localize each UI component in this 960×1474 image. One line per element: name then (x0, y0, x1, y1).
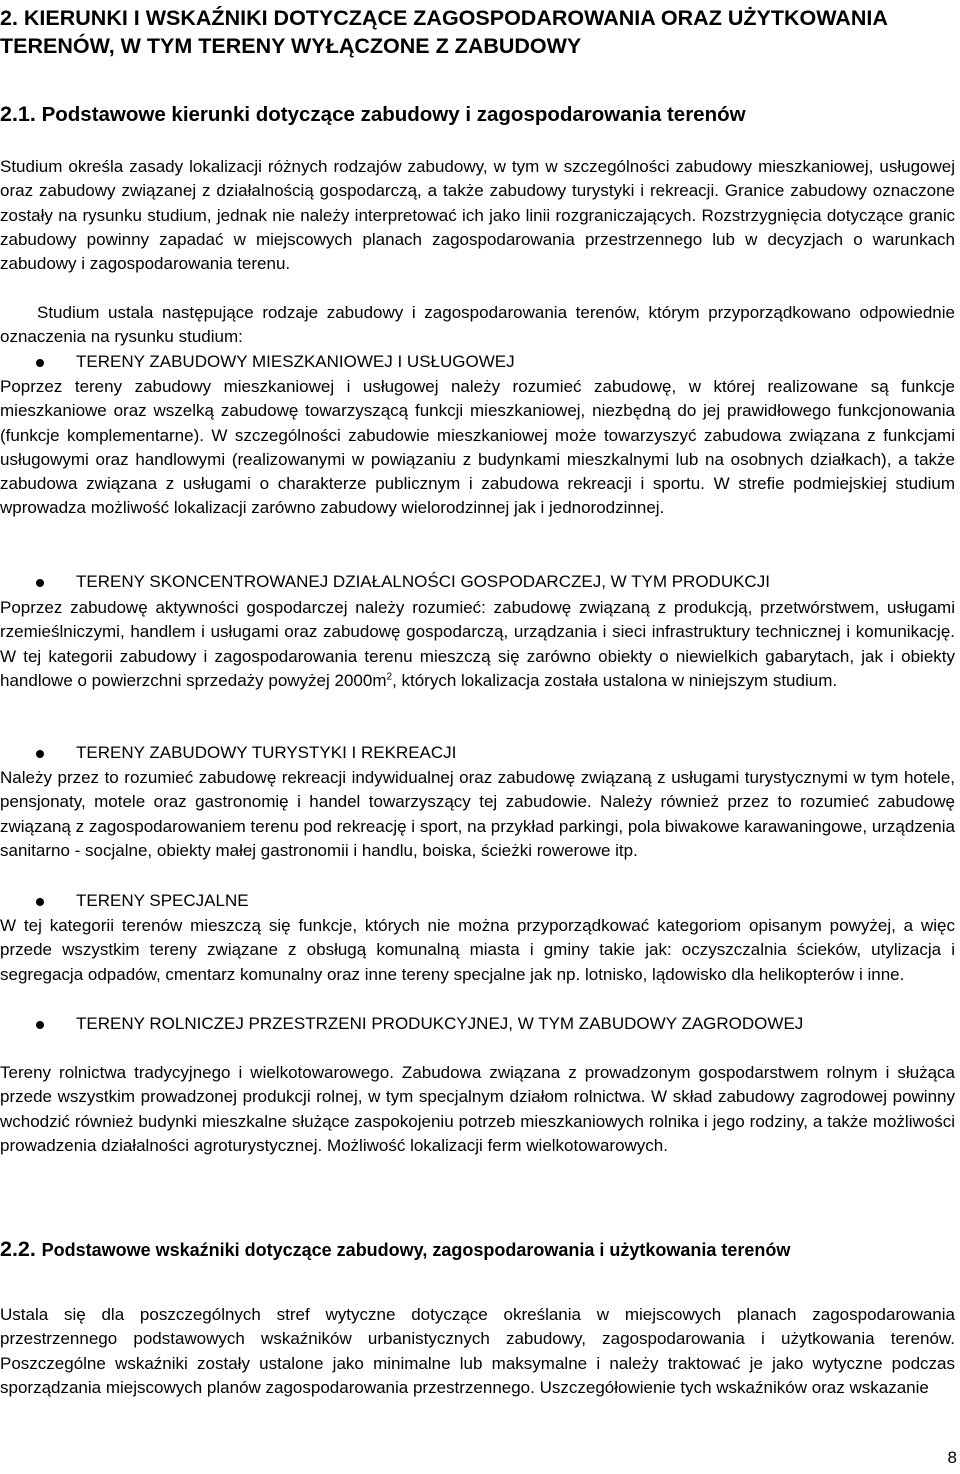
paragraph: Studium określa zasady lokalizacji różnych rodzajów zabudowy, w tym w szczególności zabudowy mieszkaniowej, usługowej oraz zabudowy związanej z działalnością gospodarczą, a także zabudowy turystyki i rekreacji. Granice zabudowy oznaczone zostały na rysunku studium, jednak nie należy interpretować ich jako linii rozgraniczających. Rozstrzygnięcia dotyczące granic zabudowy powinny zapadać w miejscowych planach zagospodarowania przestrzennego lub w decyzjach o warunkach zabudowy i zagospodarowania terenu. (0, 157, 955, 274)
paragraph: Tereny rolnictwa tradycyjnego i wielkotowarowego. Zabudowa związana z prowadzonym gospodarstwem rolnym i służąca przede wszystkim prowadzonej produkcji rolnej, w tym specjalnym działom rolnictwa. W skład zabudowy zagrodowej powinny wchodzić również budynki mieszkalne służące zaspokojeniu potrzeb mieszkaniowych rolnika i jego rodziny, a także możliwości prowadzenia działalności agroturystycznej. Możliwość lokalizacji ferm wielkotowarowych. (0, 1063, 955, 1155)
paragraph: W tej kategorii terenów mieszczą się funkcje, których nie można przyporządkować kategoriom opisanym powyżej, a więc przede wszystkim tereny związane z obsługą komunalną miasta i gminy takie jak: oczyszczalnia ścieków, utylizacja i segregacja odpadów, cmentarz komunalny oraz inne tereny specjalne jak np. lotnisko, lądowisko dla helikopterów i inne. (0, 916, 955, 984)
bullet-label: TERENY ROLNICZEJ PRZESTRZENI PRODUKCYJNEJ, W TYM ZABUDOWY ZAGRODOWEJ (76, 1014, 804, 1033)
section-2-2-heading (0, 1236, 958, 1263)
paragraph-text: Poprzez zabudowę aktywności gospodarczej należy rozumieć: zabudowę związaną z produkcją, przetwórstwem, usługami rzemieślniczymi, handlem i usługami oraz zabudowę gospodarczą, urządzania i sieci infrastruktury technicznej i komunikację. W tej kategorii zabudowy i zagospodarowania terenu mieszczą się zarówno obiekty o niewielkich gabarytach, jak i obiekty handlowe o powierzchni sprzedaży powyżej 2000m (0, 598, 955, 690)
superscript: 2 (386, 671, 393, 683)
bullet-icon (36, 359, 44, 367)
chapter-heading: 2. KIERUNKI I WSKAŹNIKI DOTYCZĄCE ZAGOSPODAROWANIA ORAZ UŻYTKOWANIA TERENÓW, W TYM TERENY WYŁĄCZONE Z ZABUDOWY (0, 6, 888, 58)
bullet-label: TERENY ZABUDOWY MIESZKANIOWEJ I USŁUGOWEJ (76, 352, 515, 371)
section-title: Podstawowe kierunki dotyczące zabudowy i zagospodarowania terenów (41, 103, 746, 126)
paragraph: Należy przez to rozumieć zabudowę rekreacji indywidualnej oraz zabudowę związaną z usługami turystycznymi w tym hotele, pensjonaty, motele oraz gastronomię i handel towarzyszący tej zabudowie. Należy również przez to rozumieć zabudowę związaną z zagospodarowaniem terenu pod rekreację i sport, na przykład parkingi, pola biwakowe karawaningowe, urządzenia sanitarno - socjalne, obiekty małej gastronomii i handlu, boiska, ścieżki rowerowe itp. (0, 768, 955, 860)
paragraph-text: , których lokalizacja została ustalona w niniejszym studium. (392, 670, 838, 690)
bullet-label: TERENY SPECJALNE (76, 891, 249, 910)
bullet-item (0, 350, 955, 374)
bullet-item (0, 741, 955, 765)
page-number: 8 (947, 1448, 957, 1467)
section-2-1-heading (0, 101, 958, 128)
bullet-label: TERENY ZABUDOWY TURYSTYKI I REKREACJI (76, 743, 457, 762)
section-number: 2.2. (0, 1237, 36, 1261)
paragraph: Ustala się dla poszczególnych stref wytyczne dotyczące określania w miejscowych planach zagospodarowania przestrzennego podstawowych wskaźników urbanistycznych zabudowy, zagospodarowania i użytkowania terenów. Poszczególne wskaźniki zostały ustalone jako minimalne lub maksymalne i należy traktować je jako wytyczne podczas sporządzania miejscowych planów zagospodarowania przestrzennego. Uszczegółowienie tych wskaźników oraz wskazanie (0, 1305, 955, 1397)
paragraph: Poprzez tereny zabudowy mieszkaniowej i usługowej należy rozumieć zabudowę, w której realizowane są funkcje mieszkaniowe oraz wszelką zabudowę towarzyszącą funkcji mieszkaniowej, niezbędną do jej prawidłowego funkcjonowania (funkcje komplementarne). W szczególności zabudowie mieszkaniowej może towarzyszyć zabudowa związana z funkcjami usługowymi oraz handlowymi (realizowanymi w powiązaniu z budynkami mieszkalnymi lub na osobnych działkach), a także zabudowa związana z usługami o charakterze publicznym i zabudowa rekreacji i sportu. W strefie podmiejskiej studium wprowadza możliwość lokalizacji zarówno zabudowy wielorodzinnej jak i jednorodzinnej. (0, 377, 955, 518)
bullet-icon (36, 750, 44, 758)
bullet-label: TERENY SKONCENTROWANEJ DZIAŁALNOŚCI GOSPODARCZEJ, W TYM PRODUKCJI (76, 572, 770, 591)
paragraph: Studium ustala następujące rodzaje zabudowy i zagospodarowania terenów, którym przyporządkowano odpowiednie oznaczenia na rysunku studium: (0, 303, 955, 347)
paragraph (0, 596, 955, 693)
bullet-item (0, 889, 955, 913)
section-number: 2.1. (0, 102, 36, 126)
bullet-item (0, 570, 955, 594)
bullet-icon (36, 898, 44, 906)
bullet-item (0, 1012, 955, 1036)
bullet-icon (36, 1021, 44, 1029)
section-title: Podstawowe wskaźniki dotyczące zabudowy, zagospodarowania i użytkowania terenów (41, 1240, 791, 1260)
bullet-icon (36, 579, 44, 587)
